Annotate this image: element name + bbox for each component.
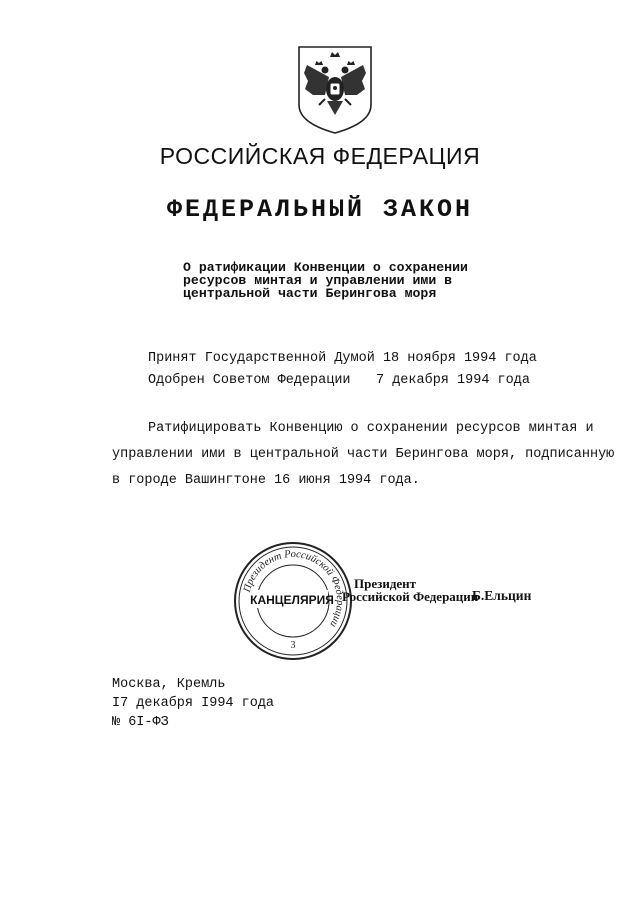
signatory-name: Б.Ельцин	[472, 588, 532, 603]
signatory-title	[342, 577, 478, 603]
approval-date: 7 декабря 1994 года	[376, 373, 530, 388]
place-city: Москва, Кремль	[112, 677, 226, 692]
signing-date: I7 декабря I994 года	[112, 696, 275, 711]
law-subject-line: центральной части Берингова моря	[183, 286, 437, 301]
seal-outer-text: Президент Российской Федерации	[241, 548, 346, 629]
law-body-line: Ратифицировать Конвенцию о сохранении ресурсов минтая и	[148, 421, 594, 436]
law-subject	[183, 261, 523, 300]
law-subject-line: ресурсов минтая и управлении ими в	[183, 273, 453, 288]
place-and-date	[112, 675, 274, 732]
law-subject-line: О ратификации Конвенции о сохранении	[183, 260, 468, 275]
seal-number: 3	[290, 640, 296, 651]
law-body	[112, 416, 615, 494]
signatory-title-line2: Российской Федерации	[342, 589, 479, 604]
country-title: РОССИЙСКАЯ ФЕДЕРАЦИЯ	[159, 143, 481, 169]
double-headed-eagle-icon	[295, 43, 375, 135]
signatory-title-line1: Президент	[354, 576, 417, 591]
approval-council: Одобрен Советом Федерации	[148, 373, 351, 388]
law-body-line: управлении ими в центральной части Берингова моря, подписанную	[112, 447, 615, 462]
adoption-duma: Принят Государственной Думой 18 ноября 1994 года	[148, 351, 537, 366]
law-type-title: ФЕДЕРАЛЬНЫЙ ЗАКОН	[166, 195, 474, 224]
law-body-line: в городе Вашингтоне 16 июня 1994 года.	[112, 473, 420, 488]
seal-center-text: КАНЦЕЛЯРИЯ	[250, 593, 334, 607]
law-number: № 6I-ФЗ	[112, 715, 169, 730]
official-seal-stamp	[232, 540, 354, 662]
